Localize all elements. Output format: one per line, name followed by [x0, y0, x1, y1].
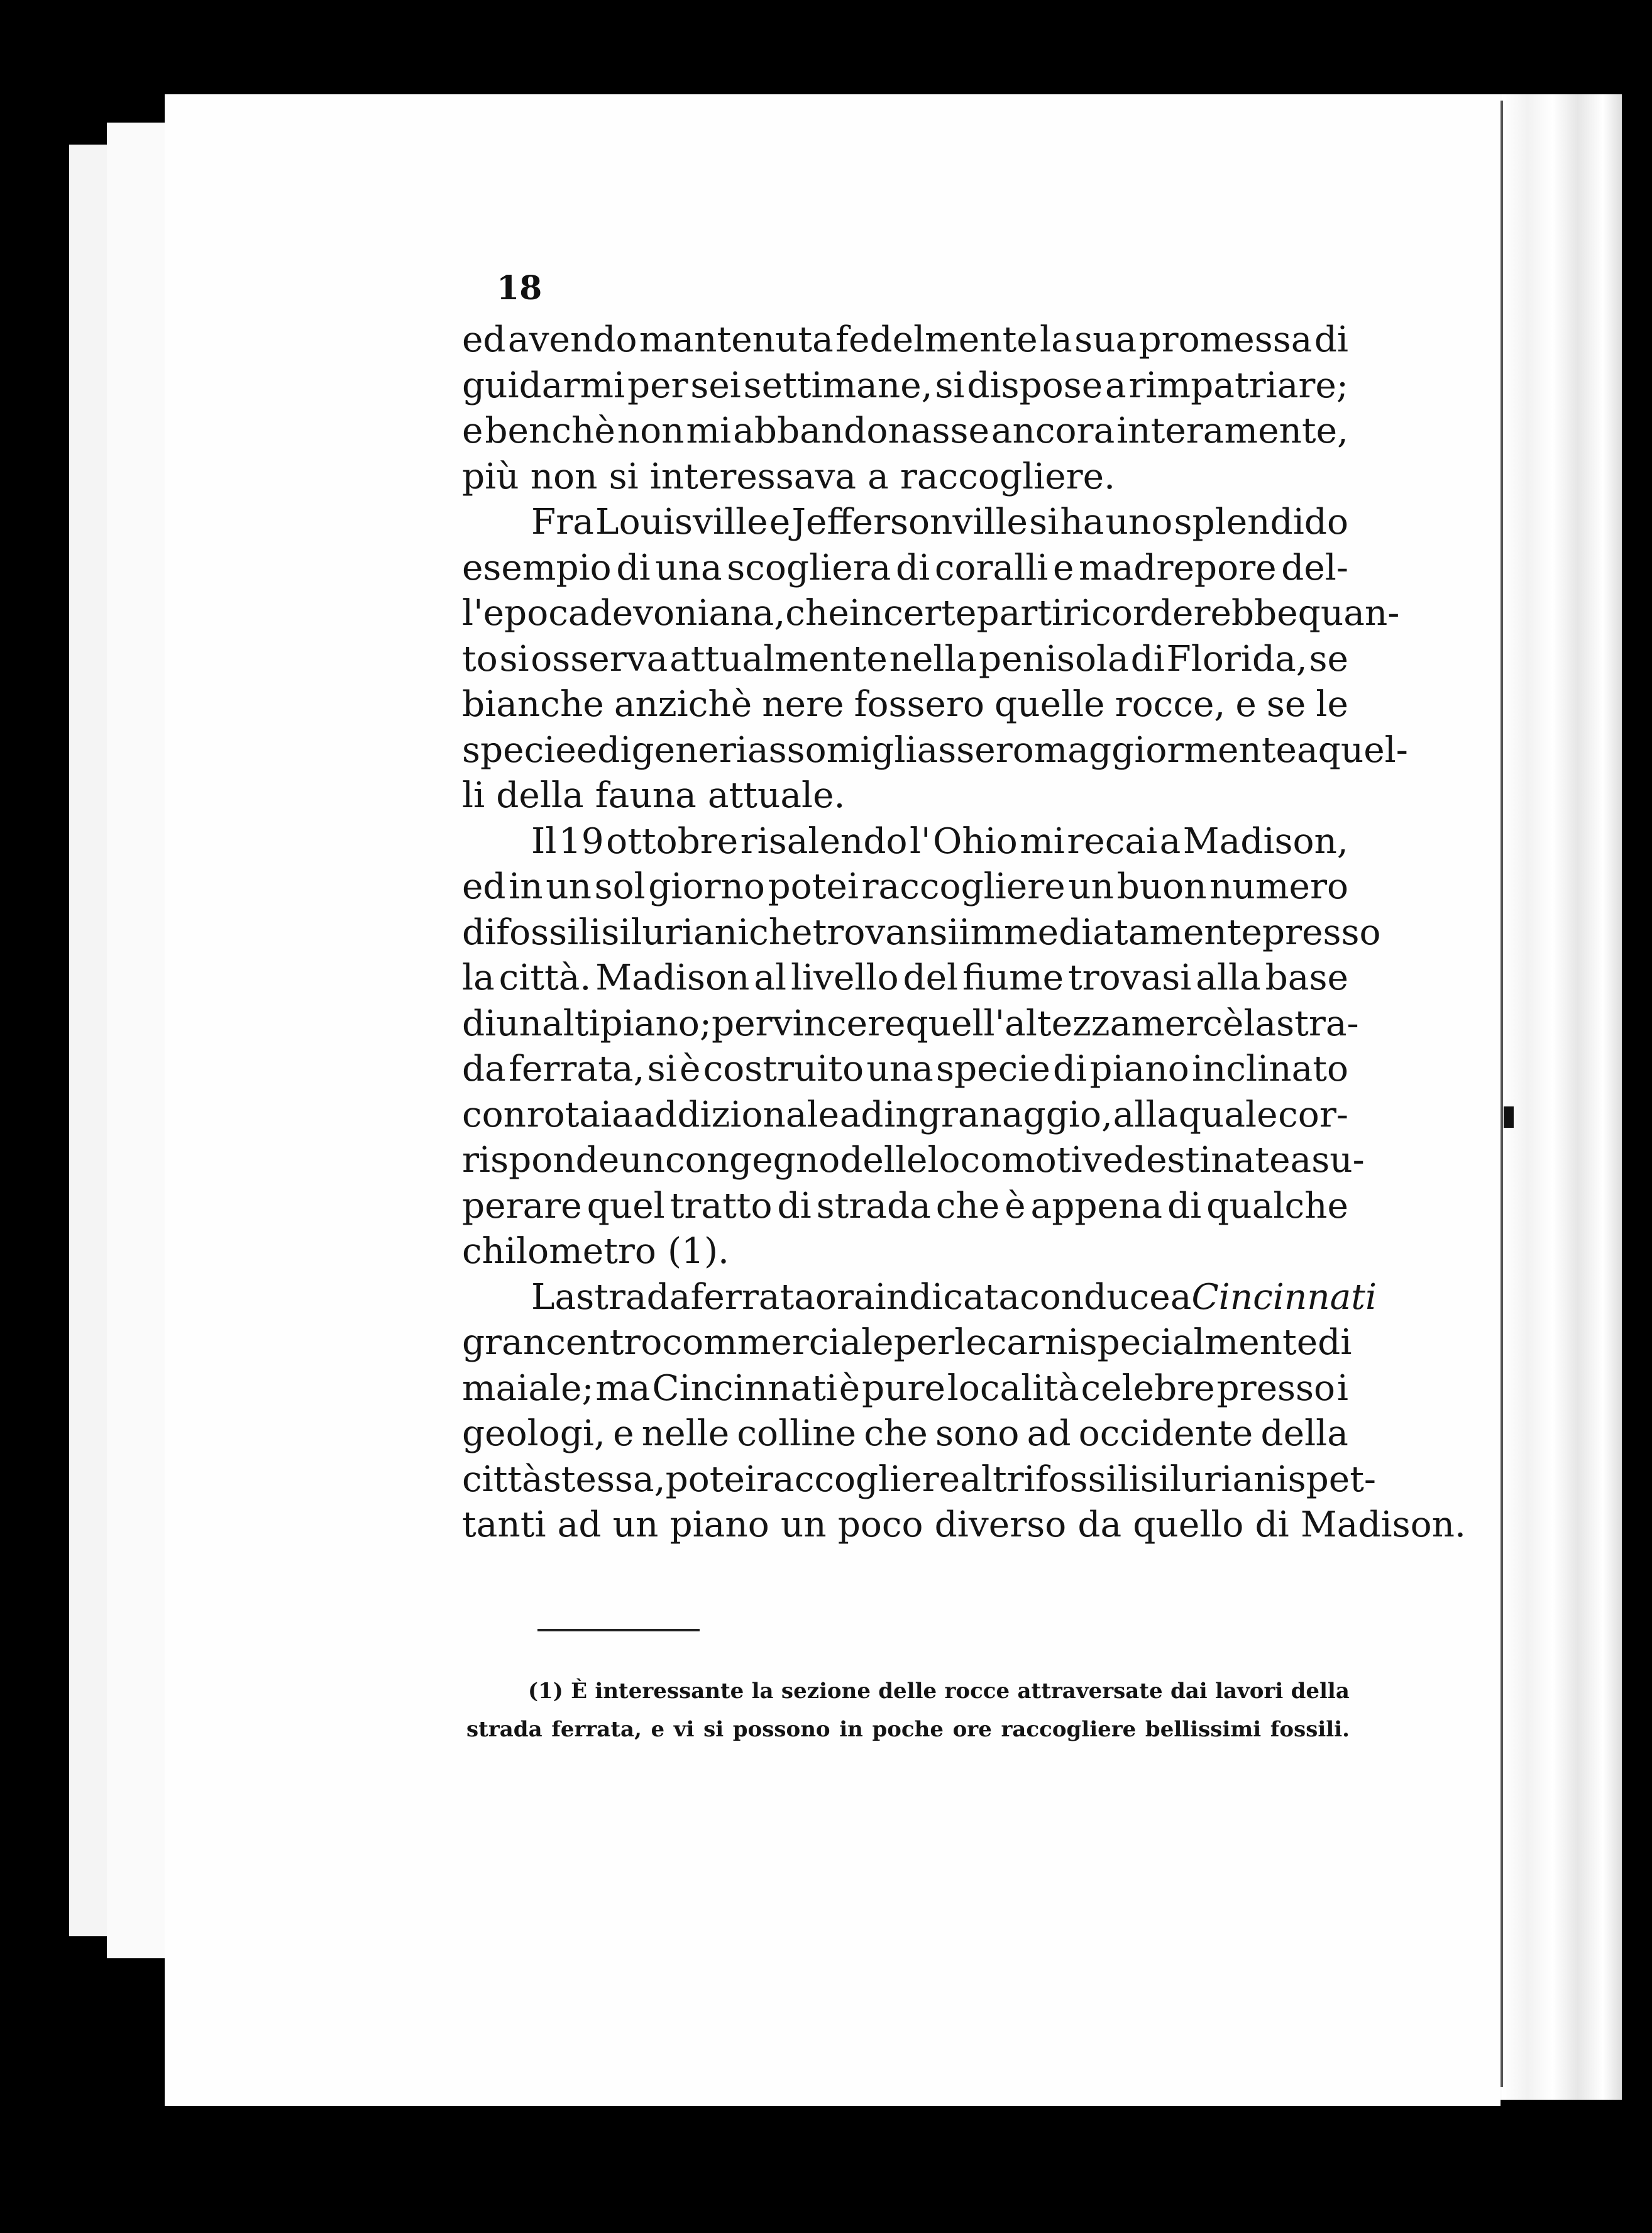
- word: a: [1159, 820, 1181, 862]
- word: quelle: [994, 684, 1105, 725]
- word: sua: [1074, 319, 1137, 360]
- word: se: [1309, 638, 1348, 680]
- word: per: [711, 1003, 773, 1044]
- text-line: [462, 819, 1348, 865]
- word: l'epoca: [462, 593, 590, 634]
- word: to: [462, 638, 498, 680]
- word: giorno: [648, 866, 765, 907]
- word: attuale.: [707, 775, 845, 816]
- word: un: [546, 866, 592, 907]
- word: si: [608, 456, 639, 497]
- body-text: [462, 317, 1466, 1548]
- word: piano: [1089, 1049, 1189, 1089]
- word: locomotive: [927, 1140, 1123, 1181]
- footnote: [466, 1672, 1350, 1749]
- word: per: [893, 1322, 955, 1363]
- word: quan-: [1297, 593, 1400, 634]
- word: presso: [1216, 1367, 1336, 1409]
- text-line: [462, 728, 1408, 774]
- text-line: [462, 910, 1381, 956]
- footnote-word: strada: [466, 1717, 542, 1742]
- footnote-word: (1): [528, 1679, 563, 1704]
- word: i: [1336, 1367, 1348, 1409]
- text-line: [462, 1366, 1348, 1412]
- footnote-word: e: [651, 1717, 665, 1742]
- word: su-: [1311, 1140, 1365, 1181]
- word: di: [1318, 1322, 1352, 1363]
- text-line: [462, 1138, 1365, 1184]
- word: è: [839, 1367, 861, 1409]
- word: è: [1005, 1185, 1026, 1227]
- word: potei: [768, 866, 859, 907]
- word: ma: [595, 1367, 651, 1409]
- word: fiume: [962, 957, 1064, 998]
- word: la: [1243, 1003, 1277, 1044]
- word: spet-: [1287, 1458, 1377, 1500]
- word: una: [655, 547, 722, 588]
- word: fedelmente: [835, 319, 1038, 360]
- word: del: [903, 957, 959, 998]
- footnote-word: lavori: [1215, 1679, 1284, 1704]
- word: dispose: [967, 365, 1103, 406]
- word: specie: [462, 729, 576, 771]
- word: Madison.: [1300, 1504, 1466, 1545]
- word: ad: [557, 1504, 602, 1545]
- word: destinate: [1123, 1140, 1291, 1181]
- word: ha: [1060, 502, 1104, 543]
- word: ad: [839, 1094, 884, 1135]
- text-line: [462, 1229, 1348, 1275]
- word: attualmente: [669, 638, 888, 680]
- word: nelle: [641, 1413, 730, 1454]
- word: ottobre: [606, 820, 739, 862]
- word: Madison: [595, 957, 750, 998]
- word: la: [462, 957, 495, 998]
- word: piano: [669, 1504, 769, 1545]
- word: siluriani: [1140, 1458, 1288, 1500]
- word: fauna: [595, 775, 697, 816]
- word: città.: [498, 957, 592, 998]
- word: Jeffersonville: [791, 502, 1028, 543]
- text-line: [462, 1275, 1377, 1321]
- word: di: [1255, 1504, 1289, 1545]
- word: promessa: [1138, 319, 1313, 360]
- word: con: [462, 1094, 527, 1135]
- footnote-word: ore: [952, 1717, 992, 1742]
- text-line: [462, 682, 1348, 728]
- word: stra-: [1276, 1003, 1359, 1044]
- text-line: [462, 773, 1348, 819]
- word: osserva: [531, 638, 668, 680]
- word: a: [867, 456, 889, 497]
- word: di: [777, 1185, 812, 1227]
- text-line: [462, 317, 1348, 363]
- word: quello: [1133, 1504, 1244, 1545]
- text-line: [462, 591, 1400, 637]
- word: Madison,: [1182, 820, 1348, 862]
- word: raccogliere: [756, 1458, 961, 1500]
- word: un: [619, 1140, 666, 1181]
- word: si: [647, 1049, 677, 1089]
- word: Louisville: [595, 502, 768, 543]
- word: li: [462, 775, 485, 816]
- word: e: [769, 502, 791, 543]
- word: strada: [576, 1276, 691, 1318]
- word: 19: [558, 820, 604, 862]
- footnote-separator: [537, 1629, 700, 1631]
- word: di: [1167, 1185, 1202, 1227]
- word: specie: [936, 1049, 1050, 1089]
- page-number: 18: [497, 269, 542, 307]
- word: livello: [790, 957, 899, 998]
- word: quale: [1178, 1094, 1278, 1135]
- word: costruito: [703, 1049, 864, 1089]
- footnote-word: interessante: [595, 1679, 744, 1704]
- word: fossili: [1035, 1458, 1140, 1500]
- text-line: [462, 409, 1348, 455]
- word: ricorderebbe: [1063, 593, 1298, 634]
- text-line: [462, 1093, 1348, 1139]
- word: madrepore: [1079, 547, 1277, 588]
- word: mercè: [1131, 1003, 1244, 1044]
- footnote-word: sezione: [781, 1679, 871, 1704]
- word: maggiormente: [1033, 729, 1297, 771]
- word: si: [1029, 502, 1059, 543]
- word: e: [613, 1413, 634, 1454]
- word: commerciale: [662, 1322, 894, 1363]
- word: della: [496, 775, 584, 816]
- footnote-word: fossili.: [1270, 1717, 1350, 1742]
- word: qualche: [1206, 1185, 1348, 1227]
- text-line: [462, 637, 1348, 683]
- word: ora: [815, 1276, 875, 1318]
- word: diverso: [934, 1504, 1067, 1545]
- word: di: [1130, 638, 1165, 680]
- word: a: [1296, 729, 1318, 771]
- word: bianche: [462, 684, 604, 725]
- word: a: [1290, 1140, 1312, 1181]
- word: una: [866, 1049, 933, 1089]
- word: quel-: [1318, 729, 1408, 771]
- text-line: [462, 1502, 1466, 1548]
- word: in: [849, 593, 884, 634]
- word: base: [1265, 957, 1348, 998]
- word: indicata: [874, 1276, 1020, 1318]
- word: numero: [1209, 866, 1348, 907]
- word: nere: [762, 684, 844, 725]
- word: e: [462, 411, 483, 451]
- word: centro: [546, 1322, 663, 1363]
- word: scogliera: [727, 547, 891, 588]
- word: tratto: [669, 1185, 773, 1227]
- word: un: [780, 1504, 827, 1545]
- page-stack-right: [1490, 94, 1622, 2100]
- word: La: [531, 1276, 576, 1318]
- word: del-: [1281, 547, 1348, 588]
- footnote-line: [466, 1672, 1350, 1711]
- word: di: [1314, 319, 1348, 360]
- word: pure: [861, 1367, 945, 1409]
- word: risponde: [462, 1140, 620, 1181]
- footnote-word: delle: [878, 1679, 937, 1704]
- word: altri: [960, 1458, 1035, 1500]
- footnote-word: È: [571, 1679, 588, 1704]
- word: occidente: [1078, 1413, 1253, 1454]
- word: si: [935, 365, 965, 406]
- word: presso: [1262, 912, 1381, 953]
- text-line: [462, 1320, 1352, 1366]
- footnote-word: dai: [1170, 1679, 1208, 1704]
- word: le: [954, 1322, 987, 1363]
- word: devoniana,: [589, 593, 786, 634]
- word: a: [1170, 1276, 1192, 1318]
- word: uno: [1105, 502, 1173, 543]
- word: alla: [1196, 957, 1261, 998]
- word: interessava: [649, 456, 857, 497]
- word: (1).: [668, 1231, 730, 1272]
- word: coralli: [934, 547, 1049, 588]
- word: siluriani: [601, 912, 749, 953]
- word: parti: [976, 593, 1064, 634]
- word: immediatamente: [959, 912, 1262, 953]
- word: Fra: [531, 502, 594, 543]
- word: e: [1235, 684, 1257, 725]
- word: a: [1104, 365, 1126, 406]
- word: l': [909, 820, 931, 862]
- footnote-word: raccogliere: [1001, 1717, 1137, 1742]
- word: che: [785, 593, 849, 634]
- word: ed: [462, 319, 506, 360]
- word: se: [1266, 684, 1306, 725]
- footnote-word: ferrata,: [551, 1717, 642, 1742]
- word: fossili: [496, 912, 602, 953]
- word: sei: [690, 365, 741, 406]
- word: Cincinnati: [1191, 1276, 1377, 1318]
- word: che: [935, 1185, 1000, 1227]
- word: splendido: [1174, 502, 1348, 543]
- word: perare: [462, 1185, 582, 1227]
- word: generi: [631, 729, 747, 771]
- text-line: [462, 1457, 1377, 1503]
- text-line: [462, 1411, 1348, 1457]
- word: raccogliere: [861, 866, 1066, 907]
- footnote-line: [466, 1711, 1350, 1749]
- word: quel: [586, 1185, 665, 1227]
- word: rimpatriare;: [1128, 365, 1348, 406]
- footnote-word: la: [751, 1679, 774, 1704]
- word: un: [496, 1003, 542, 1044]
- word: appena: [1030, 1185, 1163, 1227]
- text-line: [462, 864, 1348, 910]
- word: chilometro: [462, 1231, 656, 1272]
- word: vincere: [772, 1003, 906, 1044]
- text-line: [462, 956, 1348, 1001]
- word: gran: [462, 1322, 546, 1363]
- word: mi: [1020, 820, 1065, 862]
- word: rotaia: [526, 1094, 633, 1135]
- binding-mark: [1504, 1106, 1514, 1128]
- word: guidarmi: [462, 365, 625, 406]
- word: mantenuta: [639, 319, 834, 360]
- word: delle: [840, 1140, 928, 1181]
- word: in: [509, 866, 543, 907]
- footnote-word: poche: [872, 1717, 944, 1742]
- word: la: [1040, 319, 1072, 360]
- word: i: [620, 729, 632, 771]
- word: che: [864, 1413, 928, 1454]
- text-line: [462, 1047, 1348, 1093]
- word: poco: [837, 1504, 923, 1545]
- word: per: [627, 365, 688, 406]
- footnote-word: si: [703, 1717, 724, 1742]
- word: buon: [1116, 866, 1207, 907]
- word: tanti: [462, 1504, 546, 1545]
- word: località: [947, 1367, 1079, 1409]
- text-line: [462, 500, 1348, 546]
- word: quell': [905, 1003, 1005, 1044]
- word: potei: [665, 1458, 756, 1500]
- footnote-word: della: [1291, 1679, 1350, 1704]
- word: altipiano;: [542, 1003, 712, 1044]
- word: trovasi: [1067, 957, 1192, 998]
- word: ingranaggio,: [884, 1094, 1113, 1135]
- word: risalendo: [740, 820, 908, 862]
- word: esempio: [462, 547, 612, 588]
- word: ad: [1027, 1413, 1071, 1454]
- word: benchè: [485, 411, 615, 451]
- word: maiale;: [462, 1367, 594, 1409]
- text-line: [462, 1001, 1359, 1047]
- word: non: [530, 456, 598, 497]
- word: mi: [686, 411, 732, 451]
- word: più: [462, 456, 519, 497]
- word: assomigliassero: [747, 729, 1034, 771]
- word: ed: [576, 729, 620, 771]
- word: geologi,: [462, 1413, 605, 1454]
- word: certe: [883, 593, 977, 634]
- footnote-word: possono: [732, 1717, 830, 1742]
- word: di: [616, 547, 651, 588]
- word: penisola: [978, 638, 1129, 680]
- footnote-word: attraversate: [1017, 1679, 1163, 1704]
- word: Il: [531, 820, 557, 862]
- word: di: [895, 547, 930, 588]
- word: Ohio: [933, 820, 1018, 862]
- word: che: [749, 912, 813, 953]
- word: colline: [737, 1413, 857, 1454]
- word: recai: [1067, 820, 1158, 862]
- word: sol: [594, 866, 646, 907]
- word: un: [612, 1504, 659, 1545]
- word: anzichè: [614, 684, 752, 725]
- word: ancora: [991, 411, 1115, 451]
- text-line: [462, 363, 1348, 409]
- word: abbandonasse: [733, 411, 989, 451]
- word: alla: [1113, 1094, 1179, 1135]
- word: di: [462, 1003, 497, 1044]
- word: addizionale: [633, 1094, 840, 1135]
- word: Cincinnati: [652, 1367, 837, 1409]
- word: trovansi: [812, 912, 959, 953]
- word: un: [1068, 866, 1115, 907]
- text-line: [462, 546, 1348, 592]
- word: interamente,: [1116, 411, 1348, 451]
- word: ferrata: [690, 1276, 815, 1318]
- word: e: [1053, 547, 1074, 588]
- word: della: [1260, 1413, 1348, 1454]
- word: rocce,: [1115, 684, 1226, 725]
- footnote-word: bellissimi: [1145, 1717, 1262, 1742]
- text-line: [462, 1184, 1348, 1230]
- footnote-word: vi: [673, 1717, 695, 1742]
- word: altezza: [1005, 1003, 1132, 1044]
- word: conduce: [1020, 1276, 1170, 1318]
- footnote-word: rocce: [944, 1679, 1010, 1704]
- word: raccogliere.: [900, 456, 1116, 497]
- word: settimane,: [743, 365, 933, 406]
- word: si: [499, 638, 529, 680]
- word: ferrata,: [509, 1049, 645, 1089]
- word: inclinato: [1191, 1049, 1348, 1089]
- word: da: [1077, 1504, 1122, 1545]
- word: carni: [986, 1322, 1079, 1363]
- word: da: [462, 1049, 506, 1089]
- word: è: [679, 1049, 701, 1089]
- word: le: [1316, 684, 1348, 725]
- word: cor-: [1278, 1094, 1348, 1135]
- word: celebre: [1081, 1367, 1215, 1409]
- word: congegno: [665, 1140, 840, 1181]
- word: Florida,: [1166, 638, 1308, 680]
- word: città: [462, 1458, 543, 1500]
- word: fossero: [854, 684, 984, 725]
- word: stessa,: [542, 1458, 666, 1500]
- word: di: [1052, 1049, 1088, 1089]
- word: di: [462, 912, 497, 953]
- word: avendo: [507, 319, 637, 360]
- text-line: [462, 455, 1348, 500]
- word: nella: [889, 638, 977, 680]
- word: ed: [462, 866, 506, 907]
- word: non: [617, 411, 685, 451]
- word: specialmente: [1079, 1322, 1318, 1363]
- word: sono: [935, 1413, 1020, 1454]
- word: al: [754, 957, 787, 998]
- footnote-word: in: [839, 1717, 863, 1742]
- word: strada: [816, 1185, 931, 1227]
